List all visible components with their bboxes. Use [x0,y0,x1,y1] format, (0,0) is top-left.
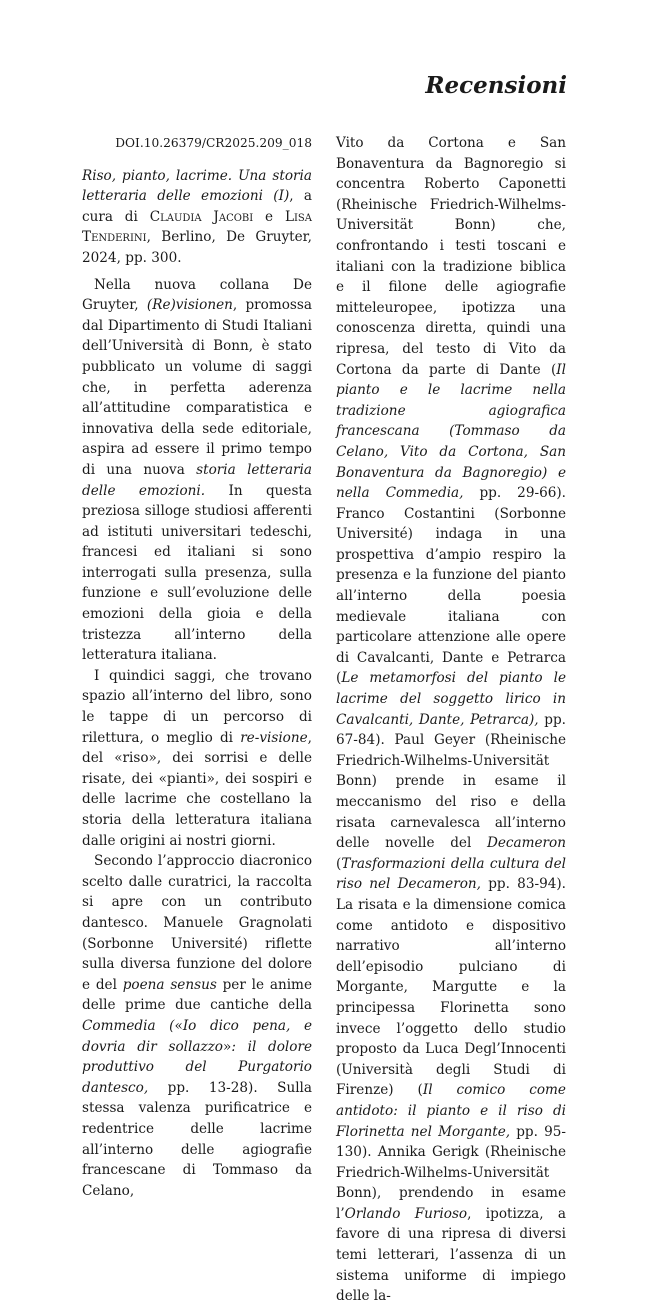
text-span: » [222,1038,232,1055]
section-header: Recensioni [425,72,567,99]
text-span: pp. 67-84). Paul Geyer (Rheinische Friedrich-Wilhelms-Universität Bonn) prende in esame il meccanismo del riso e della risata carnevalesca all’interno delle novelle del [336,711,566,852]
publication-details: , Berlino, De Gruyter, 2024, pp. 300. [82,229,312,266]
editor-name: Claudia Jacobi [149,208,254,225]
text-span: pp. 83-94). La risata e la dimensione comica come antidoto e dispositivo narrativo all’interno dell’episodio pulciano di Morgante, Margutte e la principessa Florinetta sono invece l’oggetto dello studio proposto da Luca Degl’Innocenti (Università degli Studi di Firenze) ( [336,876,566,1099]
italic-text: : il dolore produttivo del Purgatorio dantesco, [82,1038,312,1096]
text-span: ( [336,855,342,872]
conjunction-text: e [253,208,285,225]
text-span: , ipotizza, a favore di una ripresa di diversi temi letterari, l’assenza di un sistema uniforme di impiego delle la- [336,1205,566,1305]
body-paragraph [82,666,312,851]
text-span: Secondo l’approccio diacronico scelto dalle curatrici, la raccolta si apre con un contributo dantesco. Manuele Gragnolati (Sorbonne Université) riflette sulla diversa funzione del dolore e del [82,853,312,993]
book-title: Riso, pianto, lacrime. Una storia letteraria delle emozioni (I) [82,167,312,205]
text-span: , promossa dal Dipartimento di Studi Italiani dell’Università di Bonn, è stato pubblicato un volume di saggi che, in perfetta aderenza all’attitudine comparatistica e innovativa della sede editoriale, aspira ad essere il primo tempo di una nuova [82,297,312,478]
series-title: (Re)visionen [146,297,233,314]
text-span: Nella nuova collana De Gruyter, [82,276,312,314]
italic-text: poena sensus [122,976,217,993]
text-span: pp. 13-28). Sulla stessa valenza purificatrice e redentrice delle lacrime all’interno delle agiografie francescane di Tommaso da Celano, [82,1079,312,1199]
body-paragraph [82,851,312,1201]
italic-text: Io dico pena, e dovria dir sollazzo [82,1017,312,1055]
body-paragraph [82,275,312,666]
text-span: per le anime delle prime due cantiche della [82,976,312,1014]
right-column [336,133,566,1307]
italic-text: Il pianto e le lacrime nella tradizione agiografica francescana (Tommaso da Celano, Vito da Cortona, San Bonaventura da Bagnoregio) e nella Commedia, [336,361,566,502]
text-span: I quindici saggi, che trovano spazio all’interno del libro, sono le tappe di un percorso di rilettura, o meglio di [82,667,312,746]
italic-text: Trasformazioni della cultura del riso nel Decameron, [336,855,566,893]
bibliographic-reference [82,166,312,269]
curated-by-text: , a cura di [82,188,312,225]
left-column [82,133,312,1201]
italic-text: Il comico come antidoto: il pianto e il riso di Florinetta nel Morgante, [336,1082,566,1140]
doi-reference: DOI.10.26379/CR2025.209_018 [115,136,312,150]
body-paragraph [336,133,566,1307]
italic-text: Decameron [486,835,566,852]
italic-text: Orlando Furioso [344,1205,468,1222]
text-span: Vito da Cortona e San Bonaventura da Bagnoregio si concentra Roberto Caponetti (Rheinische Friedrich-Wilhelms-Universität Bonn) che, confrontando i testi toscani e italiani con la tradizione biblica e il filone delle agiografie mitteleuropee, ipotizza una conoscenza diretta, quindi una ripresa, del testo di Vito da Cortona da parte di Dante ( [336,135,566,378]
text-span: pp. 95-130). Annika Gerigk (Rheinische Friedrich-Wilhelms-Universität Bonn), prendendo in esame l’ [336,1123,566,1222]
italic-text: Commedia ( [82,1017,175,1034]
text-span: « [174,1017,183,1034]
italic-text: re-visione [240,729,308,746]
text-span: , del «riso», dei sorrisi e delle risate, dei «pianti», dei sospiri e delle lacrime che costellano la storia della letteratura italiana dalle origini ai nostri giorni. [82,729,312,849]
italic-text: storia letteraria delle emozioni. [82,461,313,499]
italic-text: Le metamorfosi del pianto le lacrime del soggetto lirico in Cavalcanti, Dante, Petrarca), [336,670,566,728]
editor-name: Lisa Tenderini [82,208,312,246]
text-span: pp. 29-66). Franco Costantini (Sorbonne Université) indaga in una prospettiva d’ampio respiro la presenza e la funzione del pianto all’interno della poesia medievale italiana con particolare attenzione alle opere di Cavalcanti, Dante e Petrarca ( [336,485,566,687]
text-span: In questa preziosa silloge studiosi afferenti ad istituti universitari tedeschi, francesi ed italiani si sono interrogati sulla presenza, sulla funzione e sull’evoluzione delle emozioni della gioia e della tristezza all’interno della letteratura italiana. [82,482,312,664]
